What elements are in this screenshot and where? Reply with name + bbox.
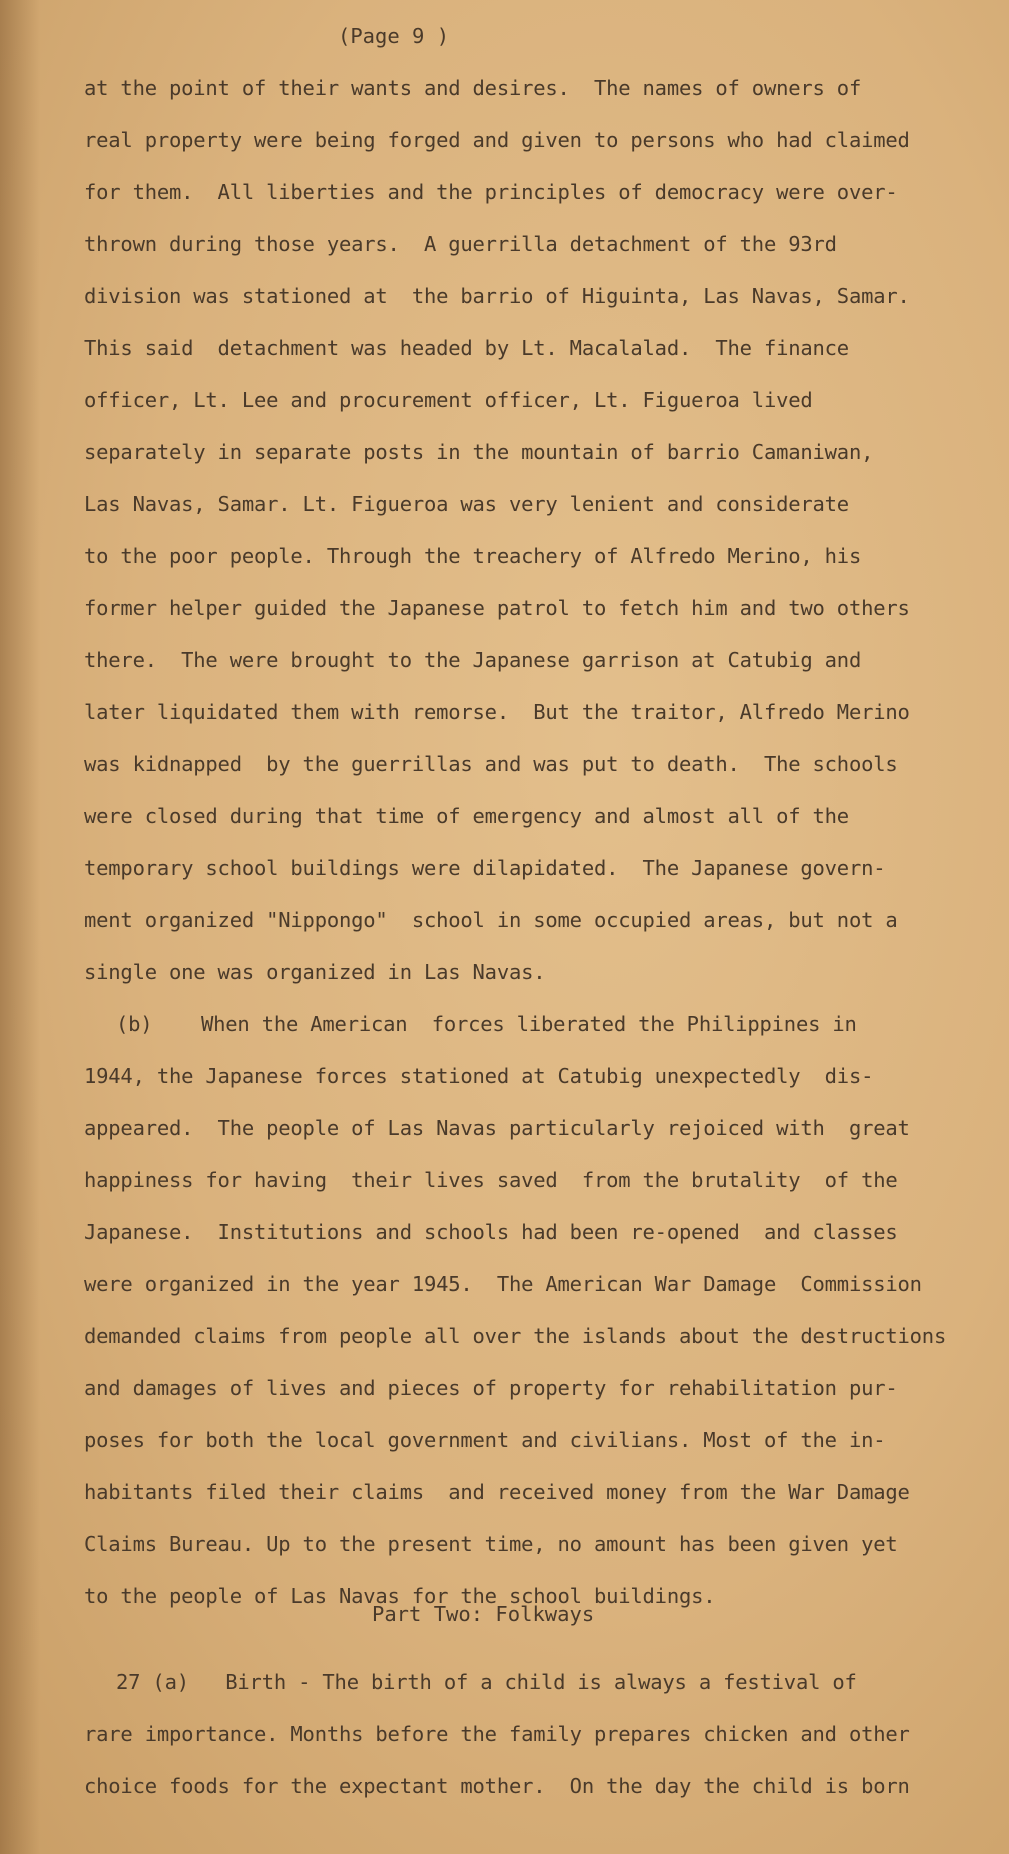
text-line: were closed during that time of emergency and almost all of the xyxy=(84,804,849,828)
text-line: thrown during those years. A guerrilla detachment of the 93rd xyxy=(84,232,837,256)
text-line: This said detachment was headed by Lt. Macalalad. The finance xyxy=(84,336,849,360)
text-line: happiness for having their lives saved from the brutality of the xyxy=(84,1168,898,1192)
text-line: at the point of their wants and desires. The names of owners of xyxy=(84,76,862,100)
text-line: separately in separate posts in the mountain of barrio Camaniwan, xyxy=(84,440,874,464)
text-line: habitants filed their claims and received money from the War Damage xyxy=(84,1480,910,1504)
text-line: to the poor people. Through the treachery of Alfredo Merino, his xyxy=(84,544,862,568)
text-line: rare importance. Months before the family prepares chicken and other xyxy=(84,1722,910,1746)
text-line: appeared. The people of Las Navas particularly rejoiced with great xyxy=(84,1116,910,1140)
text-line: and damages of lives and pieces of property for rehabilitation pur- xyxy=(84,1376,898,1400)
text-line: Las Navas, Samar. Lt. Figueroa was very lenient and considerate xyxy=(84,492,849,516)
text-line: former helper guided the Japanese patrol to fetch him and two others xyxy=(84,596,910,620)
text-line: choice foods for the expectant mother. On the day the child is born xyxy=(84,1774,910,1798)
text-line: Japanese. Institutions and schools had been re-opened and classes xyxy=(84,1220,898,1244)
text-line: was kidnapped by the guerrillas and was put to death. The schools xyxy=(84,752,898,776)
text-line: were organized in the year 1945. The American War Damage Commission xyxy=(84,1272,922,1296)
text-line: later liquidated them with remorse. But the traitor, Alfredo Merino xyxy=(84,700,910,724)
text-line: to the people of Las Navas for the school buildings. xyxy=(84,1584,716,1608)
text-line: (b) When the American forces liberated the Philippines in xyxy=(116,1012,857,1036)
text-line: officer, Lt. Lee and procurement officer, Lt. Figueroa lived xyxy=(84,388,813,412)
section-title: Part Two: Folkways xyxy=(372,1602,595,1626)
text-line: single one was organized in Las Navas. xyxy=(84,960,546,984)
text-line: there. The were brought to the Japanese garrison at Catubig and xyxy=(84,648,862,672)
text-line: for them. All liberties and the principles of democracy were over- xyxy=(84,180,898,204)
text-line: temporary school buildings were dilapidated. The Japanese govern- xyxy=(84,856,886,880)
text-line: ment organized "Nippongo" school in some occupied areas, but not a xyxy=(84,908,898,932)
text-line: division was stationed at the barrio of Higuinta, Las Navas, Samar. xyxy=(84,284,910,308)
text-line: Claims Bureau. Up to the present time, no amount has been given yet xyxy=(84,1532,898,1556)
text-line: poses for both the local government and civilians. Most of the in- xyxy=(84,1428,886,1452)
text-line: demanded claims from people all over the islands about the destructions xyxy=(84,1324,947,1348)
text-line: real property were being forged and given to persons who had claimed xyxy=(84,128,910,152)
text-line: 27 (a) Birth - The birth of a child is always a festival of xyxy=(116,1670,857,1694)
text-line: 1944, the Japanese forces stationed at Catubig unexpectedly dis- xyxy=(84,1064,874,1088)
page-header: (Page 9 ) xyxy=(338,24,450,48)
